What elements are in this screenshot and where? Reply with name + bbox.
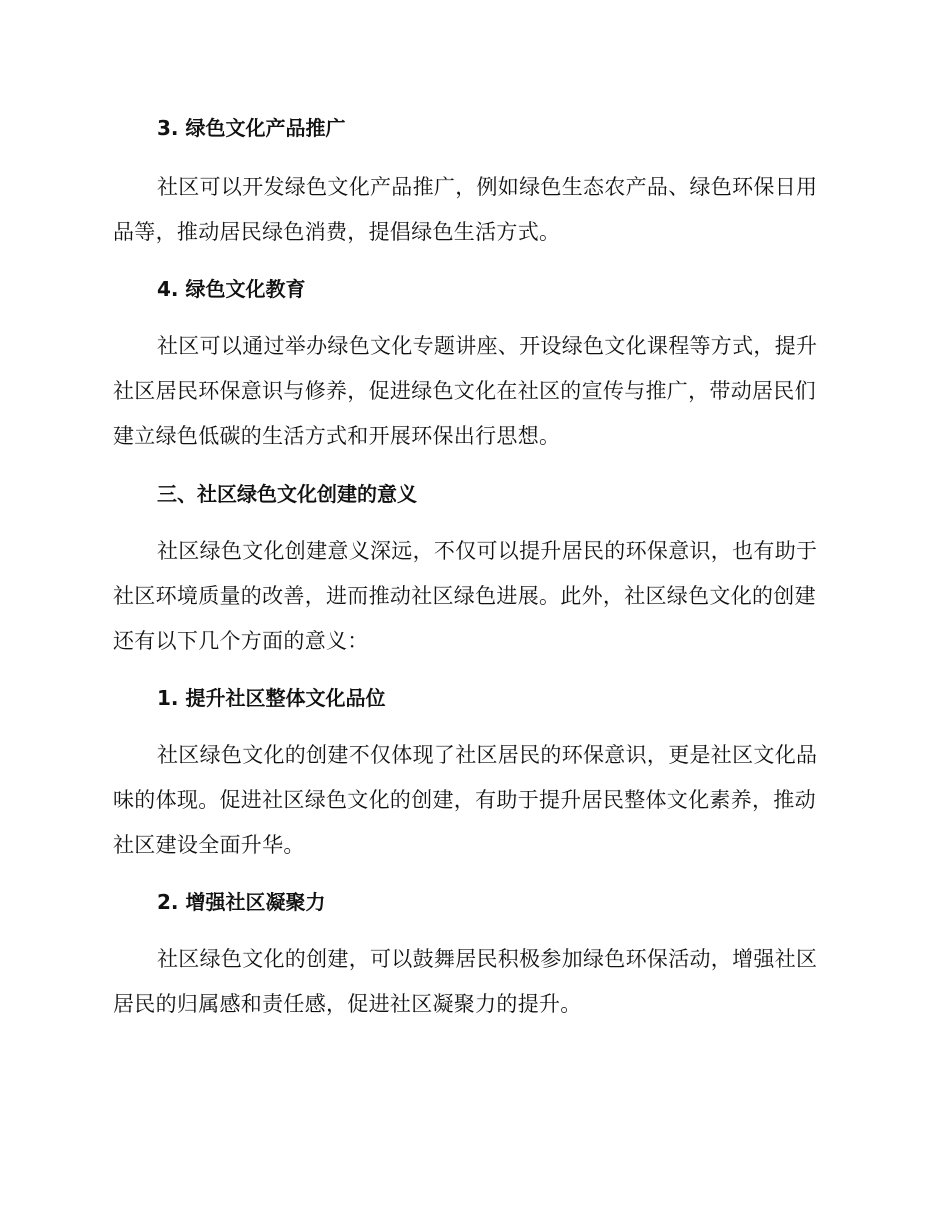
- section-heading-cultural-taste: 1. 提升社区整体文化品位: [157, 686, 386, 710]
- paragraph-line: 社区绿色文化的创建不仅体现了社区居民的环保意识，更是社区文化品: [157, 743, 818, 767]
- paragraph-line: 品等，推动居民绿色消费，提倡绿色生活方式。: [113, 220, 561, 244]
- paragraph-green-culture-education: [113, 324, 830, 459]
- paragraph-line: 社区环境质量的改善，进而推动社区绿色进展。此外，社区绿色文化的创建: [113, 584, 816, 608]
- paragraph-cultural-taste: [113, 733, 830, 868]
- section-heading-green-culture-education: 4. 绿色文化教育: [157, 277, 306, 301]
- paragraph-line: 社区可以通过举办绿色文化专题讲座、开设绿色文化课程等方式，提升: [157, 334, 818, 358]
- paragraph-line: 社区可以开发绿色文化产品推广，例如绿色生态农产品、绿色环保日用: [157, 175, 818, 199]
- paragraph-line: 社区绿色文化的创建，可以鼓舞居民积极参加绿色环保活动，增强社区: [157, 947, 818, 971]
- paragraph-significance: [113, 529, 830, 664]
- paragraph-green-culture-products: [113, 165, 830, 255]
- paragraph-line: 社区建设全面升华。: [113, 833, 305, 857]
- paragraph-line: 味的体现。促进社区绿色文化的创建，有助于提升居民整体文化素养，推动: [113, 788, 816, 812]
- paragraph-line: 建立绿色低碳的生活方式和开展环保出行思想。: [113, 424, 561, 448]
- section-heading-green-culture-products: 3. 绿色文化产品推广: [157, 116, 346, 140]
- section-heading-significance: 三、社区绿色文化创建的意义: [157, 482, 417, 506]
- paragraph-line: 居民的归属感和责任感，促进社区凝聚力的提升。: [113, 992, 582, 1016]
- section-heading-cohesion: 2. 增强社区凝聚力: [157, 890, 326, 914]
- paragraph-cohesion: [113, 937, 830, 1027]
- paragraph-line: 社区绿色文化创建意义深远，不仅可以提升居民的环保意识，也有助于: [157, 539, 818, 563]
- paragraph-line: 社区居民环保意识与修养，促进绿色文化在社区的宣传与推广，带动居民们: [113, 379, 816, 403]
- paragraph-line: 还有以下几个方面的意义：: [113, 629, 369, 653]
